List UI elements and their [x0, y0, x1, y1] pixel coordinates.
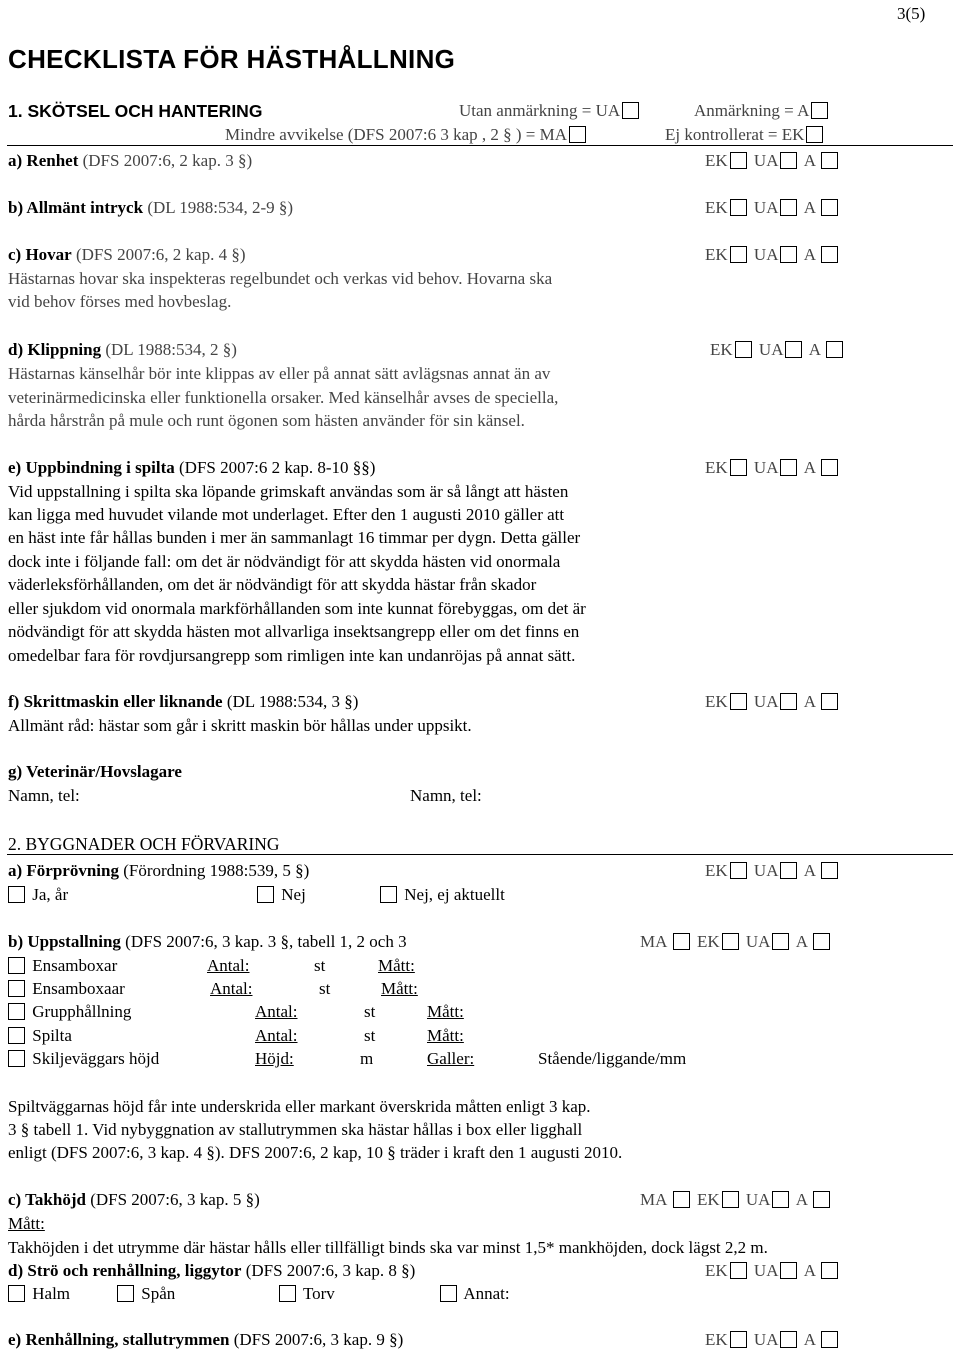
- item-1d-checks: EK UA A: [710, 340, 846, 360]
- item-1e-text-line: eller sjukdom vid onormala markförhållanden som inte kunnat förebyggas, om det är: [8, 599, 586, 618]
- a-checkbox[interactable]: [821, 862, 838, 879]
- stall-row-field1: Antal:: [210, 979, 253, 998]
- annat-checkbox[interactable]: [440, 1285, 457, 1302]
- stall-row-field1: Antal:: [207, 956, 250, 975]
- stall-row-field2: Mått:: [381, 979, 418, 998]
- ek-checkbox[interactable]: [730, 152, 747, 169]
- item-2b-checks: MA EK UA A: [640, 932, 833, 952]
- ek-checkbox[interactable]: [730, 1331, 747, 1348]
- item-1e-text-line: omedelbar fara för rovdjursangrepp som rimligen inte kan undanröjas på annat sätt.: [8, 646, 576, 665]
- stall-row-field1: Antal:: [255, 1026, 298, 1045]
- stall-row-spilta: Spilta: [8, 1026, 72, 1046]
- option-torv: Torv: [277, 1284, 335, 1304]
- item-1c-checks: EK UA A: [705, 245, 841, 265]
- stall-row-field2: Galler:: [427, 1049, 475, 1068]
- item-1b: b) Allmänt intryck (DL 1988:534, 2-9 §): [8, 198, 294, 217]
- item-1d-text-line: hårda hårstrån på mule och runt ögonen som hästen använder för sin känsel.: [8, 411, 525, 430]
- item-1f-text: Allmänt råd: hästar som går i skritt maskin bör hållas under uppsikt.: [8, 716, 472, 735]
- stall-row-checkbox[interactable]: [8, 957, 25, 974]
- section2-heading: 2. BYGGNADER OCH FÖRVARING: [8, 834, 280, 854]
- item-2a-checks: EK UA A: [705, 861, 841, 881]
- item-1e-text-line: dock inte i följande fall: om det är nödvändigt för att skydda hästen vid onormala: [8, 552, 561, 571]
- ek-checkbox[interactable]: [735, 341, 752, 358]
- item-1c: c) Hovar (DFS 2007:6, 2 kap. 4 §): [8, 245, 246, 264]
- ua-checkbox[interactable]: [772, 1191, 789, 1208]
- page-title: CHECKLISTA FÖR HÄSTHÅLLNING: [8, 44, 456, 74]
- ej-aktuellt-checkbox[interactable]: [380, 886, 397, 903]
- option-span: Spån: [115, 1284, 175, 1304]
- ua-checkbox[interactable]: [780, 1331, 797, 1348]
- item-1b-checks: EK UA A: [705, 198, 841, 218]
- item-1e-text-line: en häst inte får hållas bunden i mer än sammanlagt 16 timmar per dygn. Detta gäller: [8, 528, 581, 547]
- stall-row-unit1: st: [364, 1002, 376, 1021]
- vet-name-field[interactable]: Namn, tel:: [8, 786, 80, 805]
- item-1e: e) Uppbindning i spilta (DFS 2007:6 2 kap. 8-10 §§): [8, 458, 376, 477]
- item-2e: e) Renhållning, stallutrymmen (DFS 2007:6, 3 kap. 9 §): [8, 1330, 404, 1349]
- stall-row-checkbox[interactable]: [8, 1027, 25, 1044]
- legend-ma-checkbox: [569, 126, 586, 143]
- nej-checkbox[interactable]: [257, 886, 274, 903]
- stall-row-unit1: m: [360, 1049, 374, 1068]
- ua-checkbox[interactable]: [785, 341, 802, 358]
- ek-checkbox[interactable]: [730, 1262, 747, 1279]
- ek-checkbox[interactable]: [730, 459, 747, 476]
- legend-a: Anmärkning = A: [694, 101, 831, 121]
- item-1e-text-line: nödvändigt för att skydda hästen mot allvarliga insektsangrepp eller om det finns en: [8, 622, 580, 641]
- item-1e-checks: EK UA A: [705, 458, 841, 478]
- item-2b-text-line: 3 § tabell 1. Vid nybyggnation av stallutrymmen ska hästar hållas i box eller ligghall: [8, 1120, 583, 1139]
- legend-ek: Ej kontrollerat = EK: [665, 125, 826, 145]
- option-halm: Halm: [8, 1284, 70, 1304]
- item-2b-text-line: Spiltväggarnas höjd får inte underskrida eller markant överskrida måtten enligt 3 kap.: [8, 1097, 591, 1116]
- ua-checkbox[interactable]: [780, 459, 797, 476]
- stall-row-skiljevaggar: Skiljeväggars höjd: [8, 1049, 159, 1069]
- item-2e-checks: EK UA A: [705, 1330, 841, 1350]
- item-1d-text-line: veterinärmedicinska eller funktionella orsaker. Med känselhår avses de speciella,: [8, 388, 559, 407]
- ja-checkbox[interactable]: [8, 886, 25, 903]
- item-1f: f) Skrittmaskin eller liknande (DL 1988:534, 3 §): [8, 692, 359, 711]
- option-nej: Nej: [255, 885, 306, 905]
- takhojd-matt-field[interactable]: Mått:: [8, 1214, 45, 1233]
- a-checkbox[interactable]: [813, 1191, 830, 1208]
- item-2d-checks: EK UA A: [705, 1261, 841, 1281]
- stall-row-field1: Höjd:: [255, 1049, 294, 1068]
- legend-ua-checkbox: [622, 102, 639, 119]
- item-2c-text: Takhöjden i det utrymme där hästar hålls eller tillfälligt binds ska var minst 1,5* mankhöjden, dock lägst 2,2 m.: [8, 1238, 768, 1257]
- option-annat: Annat:: [438, 1284, 510, 1304]
- stall-row-unit1: st: [364, 1026, 376, 1045]
- item-1c-text-line: Hästarnas hovar ska inspekteras regelbundet och verkas vid behov. Hovarna ska: [8, 269, 553, 288]
- legend-a-checkbox: [811, 102, 828, 119]
- span-checkbox[interactable]: [117, 1285, 134, 1302]
- stall-row-ensamboxar: Ensamboxar: [8, 956, 117, 976]
- a-checkbox[interactable]: [821, 152, 838, 169]
- ua-checkbox[interactable]: [772, 933, 789, 950]
- item-1a: a) Renhet (DFS 2007:6, 2 kap. 3 §): [8, 151, 253, 170]
- stall-row-field2: Mått:: [427, 1002, 464, 1021]
- stall-row-unit1: st: [319, 979, 331, 998]
- item-1a-checks: EK UA A: [705, 151, 841, 171]
- ua-checkbox[interactable]: [780, 246, 797, 263]
- ek-checkbox[interactable]: [722, 933, 739, 950]
- page-number: 3(5): [897, 4, 926, 23]
- item-1e-text-line: Vid uppstallning i spilta ska löpande grimskaft användas som är så långt att hästen: [8, 482, 569, 501]
- ek-checkbox[interactable]: [730, 246, 747, 263]
- ua-checkbox[interactable]: [780, 862, 797, 879]
- item-1d: d) Klippning (DL 1988:534, 2 §): [8, 340, 237, 359]
- legend-ma: Mindre avvikelse (DFS 2007:6 3 kap , 2 § ) = MA: [225, 125, 589, 145]
- item-2c-checks: MA EK UA A: [640, 1190, 833, 1210]
- item-1d-text-line: Hästarnas känselhår bör inte klippas av eller på annat sätt avlägsnas annat än av: [8, 364, 551, 383]
- a-checkbox[interactable]: [821, 1331, 838, 1348]
- ua-checkbox[interactable]: [780, 1262, 797, 1279]
- stall-row-field2: Mått:: [427, 1026, 464, 1045]
- a-checkbox[interactable]: [821, 1262, 838, 1279]
- ma-checkbox[interactable]: [673, 933, 690, 950]
- legend-ek-checkbox: [806, 126, 823, 143]
- stall-row-field1: Antal:: [255, 1002, 298, 1021]
- ua-checkbox[interactable]: [780, 152, 797, 169]
- farrier-name-field[interactable]: Namn, tel:: [410, 786, 482, 805]
- ek-checkbox[interactable]: [730, 199, 747, 216]
- legend-ua: Utan anmärkning = UA: [459, 101, 642, 121]
- item-2a: a) Förprövning (Förordning 1988:539, 5 §): [8, 861, 310, 880]
- item-1e-text-line: väderleksförhållanden, om det är nödvändigt för att skydda hästar från skador: [8, 575, 537, 594]
- a-checkbox[interactable]: [813, 933, 830, 950]
- stall-row-checkbox[interactable]: [8, 1050, 25, 1067]
- section1-heading: 1. SKÖTSEL OCH HANTERING: [8, 101, 263, 121]
- stall-row-unit1: st: [314, 956, 326, 975]
- stall-row-unit2: Stående/liggande/mm: [538, 1049, 687, 1068]
- item-2b: b) Uppstallning (DFS 2007:6, 3 kap. 3 §, tabell 1, 2 och 3: [8, 932, 407, 951]
- ma-checkbox[interactable]: [673, 1191, 690, 1208]
- item-1e-text-line: kan ligga med huvudet vilande mot underlaget. Efter den 1 augusti 2010 gäller att: [8, 505, 565, 524]
- item-2d: d) Strö och renhållning, liggytor (DFS 2007:6, 3 kap. 8 §): [8, 1261, 416, 1280]
- halm-checkbox[interactable]: [8, 1285, 25, 1302]
- a-checkbox[interactable]: [826, 341, 843, 358]
- ek-checkbox[interactable]: [730, 693, 747, 710]
- item-1c-text-line: vid behov förses med hovbeslag.: [8, 292, 232, 311]
- section2-rule: [7, 854, 953, 855]
- a-checkbox[interactable]: [821, 246, 838, 263]
- section1-rule: [7, 145, 953, 146]
- ua-checkbox[interactable]: [780, 693, 797, 710]
- ek-checkbox[interactable]: [722, 1191, 739, 1208]
- option-ej-aktuellt: Nej, ej aktuellt: [378, 885, 505, 905]
- stall-row-field2: Mått:: [378, 956, 415, 975]
- item-2c: c) Takhöjd (DFS 2007:6, 3 kap. 5 §): [8, 1190, 260, 1209]
- torv-checkbox[interactable]: [279, 1285, 296, 1302]
- item-1g: g) Veterinär/Hovslagare: [8, 762, 182, 781]
- ua-checkbox[interactable]: [780, 199, 797, 216]
- stall-row-grupphallning: Grupphållning: [8, 1002, 131, 1022]
- item-2b-text-line: enligt (DFS 2007:6, 3 kap. 4 §). DFS 2007:6, 2 kap, 10 § träder i kraft den 1 augusti 2010.: [8, 1143, 623, 1162]
- stall-row-checkbox[interactable]: [8, 980, 25, 997]
- stall-row-ensamboxaar: Ensamboxaar: [8, 979, 125, 999]
- ek-checkbox[interactable]: [730, 862, 747, 879]
- stall-row-checkbox[interactable]: [8, 1003, 25, 1020]
- a-checkbox[interactable]: [821, 693, 838, 710]
- option-ja: Ja, år: [8, 885, 68, 905]
- a-checkbox[interactable]: [821, 199, 838, 216]
- a-checkbox[interactable]: [821, 459, 838, 476]
- item-1f-checks: EK UA A: [705, 692, 841, 712]
